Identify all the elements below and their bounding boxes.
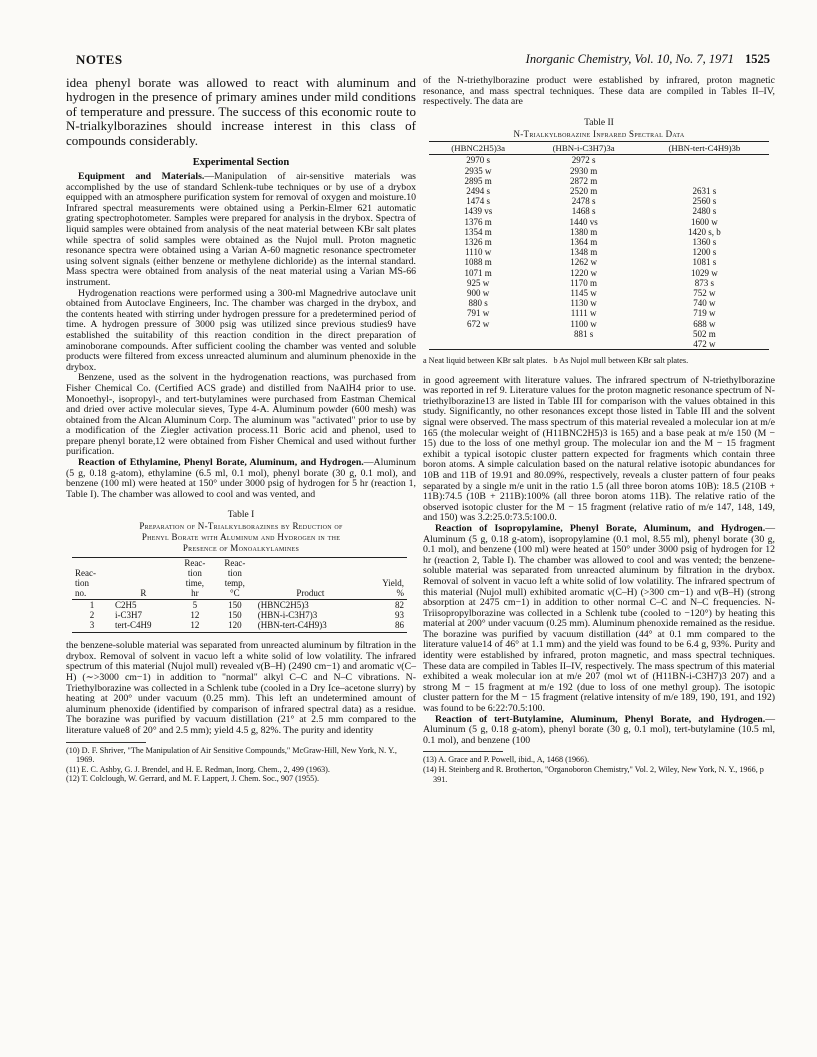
table-cell: 1468 s [571,206,596,217]
table-row [429,166,769,176]
table-cell: i-C3H7 [114,610,142,621]
table-cell: 900 w [467,288,490,299]
table-row [429,227,769,237]
table-cell: 1071 m [464,267,492,278]
page-number: 1525 [745,52,770,66]
table-cell: 1262 w [570,257,597,268]
table-row [429,247,769,257]
table-row [429,257,769,267]
table-cell [429,339,527,350]
footnote-divider [423,751,503,752]
table1-caption: Table I [227,510,255,521]
table-row [72,600,407,611]
paragraph-text: —Aluminum (5 g, 0.18 g-atom), isopropylamine (0.1 mol, 8.55 ml), phenyl borate (30 g, 0.1 mol), and benzene (100 ml) were heated at 150° under 3000 psig of hydrogen for 12 hr (reaction 2, Table I). The chamber was allowed to cool and was vented; the benzene-soluble material was separated from unreacted aluminum by filtration in the drybox. Removal of solvent in vacuo left a white solid of low volatility. The infrared spectrum of this material (Nujol mull) exhibited aromatic ν(C–H) (>300 cm−1) and ν(B–H) (strong absorption at 2475 cm−1) in addition to other normal C–C and N–C frequencies. N-Triisopropylborazine was collected in a Schlenk tube (cooled to −120°) by heating this material at 200° under vacuum (0.25 mm). Aluminum phenoxide remained as the residue. The borazine was purified by vacuum distillation (44° at 0.1 mm compared to the literature value14 of 46° at 1.1 mm) and the yield was found to be 6.4 g, 93%. Purity and identity were established by infrared, proton magnetic, and mass spectral techniques. These data are compiled in Tables II–IV, respectively. The mass spectrum of this material exhibited a weak molecular ion at m/e 207 (mol wt of (H11BN-i-C3H7)3 207) and a strong M − 15 fragment at m/e 192 (due to loss of one methyl group). The isotopic cluster pattern for the M − 15 fragment (relative intensity of m/e 189, 190, 191, and 192) was found to be 6:22:70.5:100. [423,522,775,715]
table-cell: 2935 w [464,165,492,176]
table-cell [640,166,769,176]
table2 [429,141,769,350]
table-cell: 1360 s [692,237,717,247]
paragraph-text: —Aluminum (5 g, 0.18 g-atom), phenyl borate (30 g, 0.1 mol), tert-butylamine (10.5 ml, 0.1 mol), and benzene (100 [423,713,775,746]
table-cell: 2560 s [692,196,717,207]
table1-header-temp: Reac- tion temp, °C [215,558,255,600]
table-cell: 12 [190,610,200,621]
table1 [72,557,407,633]
run-in-heading: Reaction of Isopropylamine, Phenyl Borate, Aluminum, and Hydrogen. [435,522,766,534]
table-cell: 12 [175,620,215,633]
running-header [526,52,770,67]
journal-citation: Inorganic Chemistry, Vol. 10, No. 7, 1971 [525,52,734,66]
table2-subtitle: N-Trialkylborazine Infrared Spectral Data [513,128,685,139]
table-cell: 1439 vs [464,206,493,217]
table-row [429,298,769,308]
table-cell: 672 w [467,318,490,329]
table-cell: 1170 m [570,277,598,288]
table-cell: 1029 w [691,267,718,278]
left-column [66,76,416,784]
table-cell: 1145 w [570,288,597,299]
table-row [429,206,769,216]
intro-paragraph: idea phenyl borate was allowed to react with aluminum and hydrogen in the presence of primary amines under mild conditions of temperature and pressure. The success of this economic route to N-trialkylborazines should increase interest in this class of compounds considerably. [66,75,416,148]
table-cell: 1326 m [464,237,492,247]
table-cell: 82 [395,600,404,611]
isopropylamine-paragraph [423,524,775,715]
table-cell: 719 w [693,308,716,319]
table-row [429,176,769,186]
table1-header-time: Reac- tion time, hr [175,558,215,600]
table-cell: 1 [89,600,95,611]
table-cell: 2 [89,610,95,621]
ethylamine-paragraph [66,458,416,500]
table-cell: 881 s [573,328,594,339]
paragraph-text: —Aluminum (5 g, 0.18 g-atom), ethylamine (6.5 ml, 0.1 mol), phenyl borate (30 g, 0.1 mol), and benzene (100 ml) were heated at 150° under 3000 psig of hydrogen for 5 hr (reaction 1, Table I). The chamber was allowed to cool and was vented, and [66,457,416,500]
table-row [429,278,769,288]
table-cell: 2494 s [466,185,491,196]
run-in-heading: Equipment and Materials. [78,171,205,183]
table-cell: 1440 vs [569,216,598,227]
table-cell [640,176,769,186]
table2-note-a: a Neat liquid between KBr salt plates. [423,356,548,366]
table-cell [429,329,527,339]
table-cell: 93 [395,610,404,621]
table-cell: 1354 m [464,226,492,237]
table-cell: 2872 m [569,175,598,186]
table-cell: 2972 s [571,155,596,166]
section-title: Experimental Section [192,157,290,169]
table-cell: 3 [72,620,112,633]
table-cell: 1600 w [691,216,718,227]
table1-header-product: Product [255,558,366,600]
table-cell: 880 s [468,298,488,309]
hydrogenation-paragraph: Hydrogenation reactions were performed using a 300-ml Magnedrive autoclave unit obtained from Autoclave Engineers, Inc. The chamber was charged in the drybox, and the contents heated with stirring under hydrogen pressure for a predetermined period of time. A hydrogen pressure of 3000 psig was utilized since previous studies9 have established the suitability of this reaction condition in the direct preparation of aminoborane compounds. After sufficient cooling the chamber was vented and soluble products were filtered from excess unreacted aluminum and aluminum phenoxide in the drybox. [66,287,416,373]
table-row [72,610,407,620]
table-cell [640,155,769,166]
table-row [429,339,769,350]
materials-paragraph: Benzene, used as the solvent in the hydrogenation reactions, was purchased from Fisher Chemical Co. (Certified ACS grade) and distilled from NaAlH4 prior to use. Monoethyl-, isopropyl-, and tert-butylamines were purchased from Eastman Chemical and dried over active molecular sieves, Type 4-A. Aluminum powder (600 mesh) was obtained from the Alcan Aluminum Corp. The aluminum was "activated" prior to use by a modification of the Ziegler activation process.11 Boric acid and phenol, used to prepare phenyl borate,12 were obtained from Fisher Chemical and used without further purification. [66,372,416,458]
run-in-heading: Reaction of Ethylamine, Phenyl Borate, Aluminum, and Hydrogen. [78,457,364,469]
footnote: (11) E. C. Ashby, G. J. Brendel, and H. E. Redman, Inorg. Chem., 2, 499 (1963). [66,764,330,774]
footnote: (14) H. Steinberg and R. Brotherton, "Organoboron Chemistry," Vol. 2, Wiley, New York, N. Y., 1966, p 391. [423,765,764,784]
table-cell: 1380 m [569,226,598,237]
table-cell: 2895 m [464,175,492,186]
table-cell: 2970 s [466,155,491,166]
table-cell: (HBNC2H5)3 [257,600,309,611]
table-row [72,620,407,633]
table-cell: 1474 s [466,196,491,207]
table-cell: 120 [215,620,255,633]
section-header: NOTES [76,52,123,67]
table-cell: 1364 m [569,237,598,247]
table-row [429,196,769,206]
table-cell: 1100 w [570,318,597,329]
table2-header: (HBN-tert-C4H9)3b [640,142,769,155]
table-cell: 502 m [693,328,716,339]
table-cell: 5 [192,600,198,611]
table-cell: 1200 s [692,247,717,258]
table1-subtitle: Preparation of N-Trialkylborazines by Reduction of [139,521,343,532]
table-cell: 2478 s [571,196,596,207]
table1-subtitle: Phenyl Borate with Aluminum and Hydrogen in the [141,532,341,543]
footnote: (13) A. Grace and P. Powell, ibid., A, 1468 (1966). [423,755,590,765]
table-row [429,308,769,318]
footnote-divider [66,742,146,743]
table1-subtitle: Presence of Monoalkylamines [182,542,300,553]
table2-header: (HBNC2H5)3a [429,142,527,155]
analysis-paragraph: in good agreement with literature values. The infrared spectrum of N-triethylborazine was reported in ref 9. Literature values for the proton magnetic resonance spectrum of N-triethylborazine13 are listed in Table III for comparison with the values obtained in this study. Significantly, no other resonances except those listed in Table III and the solvent signal were observed. The mass spectrum of this material revealed a molecular ion at m/e 165 (the molecular weight of (H11BNC2H5)3 is 165) and a base peak at m/e 150 (M − 15) due to the loss of one methyl group. The molecular ion and the M − 15 fragment exhibit a typical isotopic cluster pattern expected for fragments which contain three boron atoms. A simple calculation based on the natural relative isotopic abundances for 10B and 11B of 19.91 and 80.09%, respectively, reveals a cluster pattern of four peaks separated by a single m/e unit in the ratio 1.5 (all three boron atoms 10B): 18.5 (210B + 11B):74.5 (10B + 211B):100% (all three boron atoms 11B). The relative ratio of the observed isotopic cluster for the M − 15 fragment (relative ratio of m/e 147, 148, 149, and 150) was 3.2:25.0:73.5:100.0. [423,374,775,524]
table-cell: 925 w [467,277,490,288]
right-column [423,76,775,784]
table-cell: 752 w [693,288,716,299]
table-cell: (HBN-tert-C4H9)3 [255,620,366,633]
ethylamine-continued-paragraph: the benzene-soluble material was separated from unreacted aluminum by filtration in the drybox. Removal of solvent in vacuo left a white solid of low volatility. The infrared spectrum of this material (Nujol mull) revealed ν(B–H) (2490 cm−1) and aromatic ν(C–H) (∼>3000 cm−1) in addition to "normal" alkyl C–C and N–C vibrations. N-Triethylborazine was collected in a Schlenk tube (cooled in a Dry Ice–acetone slurry) by heating at 200° under vacuum (0.25 mm). This left an undetermined amount of aluminum phenoxide (identified by comparison of infrared spectral data) as a residue. The borazine was purified by vacuum distillation (21° at 2.5 mm compared to the literature value8 of 20° and 2.5 mm); yield 4.5 g, 82%. The purity and identity [66,640,416,736]
paragraph-text: —Manipulation of air-sensitive materials was accomplished by the use of standard Schlenk-tube techniques or by use of a drybox equipped with an atmosphere purification system for removal of oxygen and moisture.10 Infrared spectral measurements were obtained using a Perkin-Elmer 621 automatic grating spectrophotometer. Samples were prepared for analysis in the drybox. Spectra of liquid samples were obtained from analysis of the neat material between KBr salt plates while spectra of solid samples were obtained as the Nujol mull. Proton magnetic resonance spectra were obtained using a Varian A-60 magnetic resonance spectrometer using solvent signals (either benzene or methylene dichloride) as the internal standard. Mass spectra were obtained from analysis of the neat material using a Varian MS-66 instrument. [66,171,416,288]
table2-footnotes [423,356,775,365]
table-cell: 150 [228,600,242,611]
continued-paragraph: of the N-triethylborazine product were established by infrared, proton magnetic resonance, and mass spectral techniques. These data are compiled in Tables II–IV, respectively. The data are [423,75,775,108]
table-cell: 1220 w [570,267,597,278]
table2-caption: Table II [584,117,614,128]
table-cell: 1088 m [464,257,492,268]
table-cell: 1420 s, b [688,226,721,237]
table-cell: 2480 s [692,206,717,217]
table-cell: 1130 w [570,298,597,309]
table-cell: 1110 w [465,247,492,258]
table2-header: (HBN-i-C3H7)3a [527,142,639,155]
equipment-paragraph [66,172,416,289]
table-cell: 1081 s [692,257,717,268]
table-row [429,329,769,339]
table1-header-yield: Yield, % [366,558,407,600]
table-cell: 86 [366,620,407,633]
table2-note-b: b As Nujol mull between KBr salt plates. [553,356,689,366]
table1-header-r: R [112,558,175,600]
table-row [429,288,769,298]
table-row [429,268,769,278]
table-cell: (HBN-i-C3H7)3 [257,610,318,621]
table-cell: 2930 m [569,165,598,176]
table-cell: 791 w [467,308,490,319]
table-cell: 472 w [640,339,769,350]
table1-header-reaction: Reac- tion no. [72,558,112,600]
table-cell: 688 w [693,318,716,329]
table-row [429,217,769,227]
table-cell: 740 w [693,298,716,309]
table-cell: 1348 m [569,247,598,258]
table-cell: 1111 w [570,308,597,319]
table-row [429,155,769,166]
footnote: (10) D. F. Shriver, "The Manipulation of Air Sensitive Compounds," McGraw-Hill, New York, N. Y., 1969. [66,745,397,765]
table-cell [527,339,639,350]
table-cell: 2520 m [569,185,598,196]
table-cell: 150 [228,610,242,621]
run-in-heading: Reaction of tert-Butylamine, Aluminum, Phenyl Borate, and Hydrogen. [435,713,766,725]
table-cell: 873 s [694,277,715,288]
table-cell: tert-C4H9 [112,620,175,633]
footnote: (12) T. Colclough, W. Gerrard, and M. F. Lappert, J. Chem. Soc., 907 (1955). [66,774,320,784]
table-cell: 1376 m [464,216,492,227]
table-row [429,237,769,247]
table-row [429,186,769,196]
table-cell: 2631 s [692,185,717,196]
table-cell: C2H5 [114,600,137,611]
table-row [429,319,769,329]
tert-butylamine-paragraph [423,715,775,747]
